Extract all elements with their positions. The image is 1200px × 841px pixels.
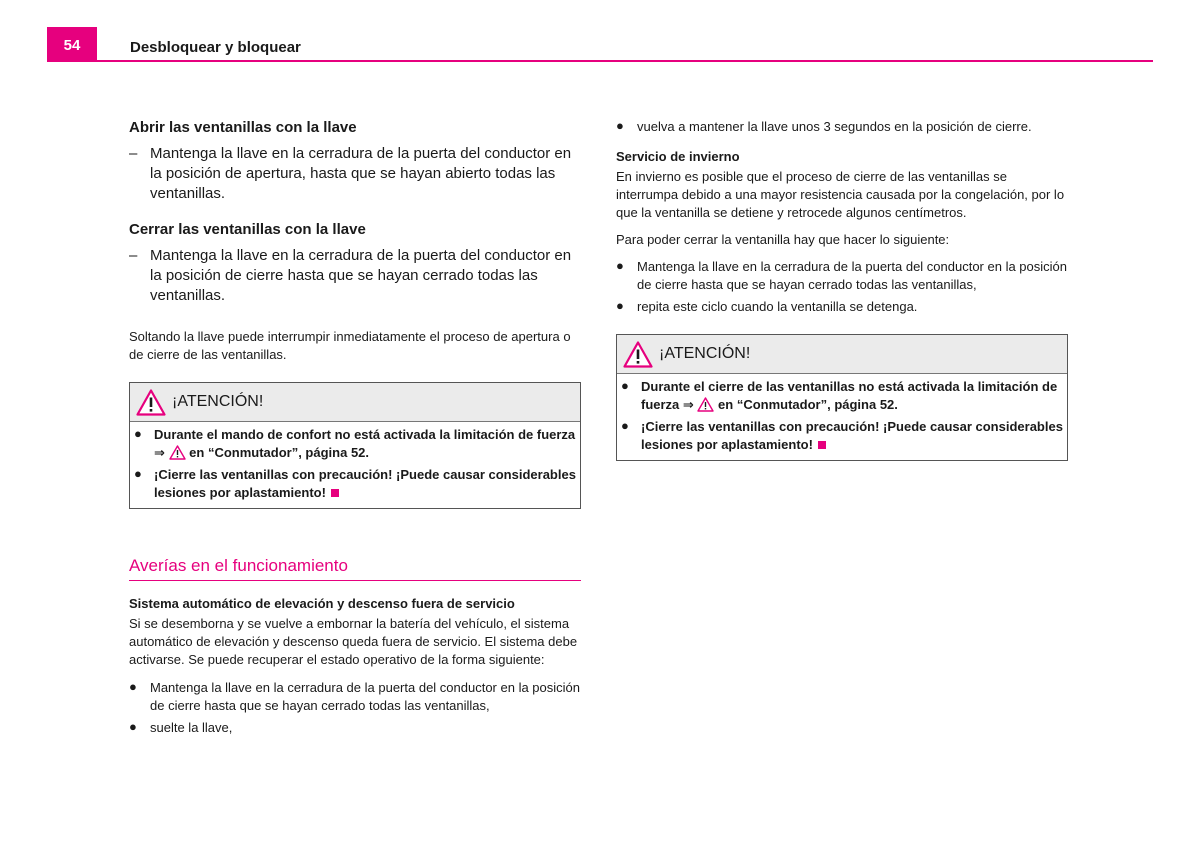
bullet-marker: ● xyxy=(129,719,137,734)
warning-body xyxy=(130,422,580,508)
release-key-note: Soltando la llave puede interrumpir inmediatamente el proceso de apertura o de cierre de las ventanillas. xyxy=(129,329,571,362)
left-column xyxy=(129,118,581,741)
bullet-marker: ● xyxy=(616,298,624,313)
fault-text: Si se desemborna y se vuelve a embornar la batería del vehículo, el sistema automático de elevación y descenso queda fuera de servicio. El sistema debe activarse. Se puede recuperar el estado operativo de la forma siguiente: xyxy=(129,616,578,667)
bullet-marker: ● xyxy=(621,418,629,433)
warning-item xyxy=(134,466,576,502)
open-windows-step-text: Mantenga la llave en la cerradura de la puerta del conductor en la posición de apertura, hasta que se hayan abierto todas las ventanillas. xyxy=(150,145,572,202)
list-item xyxy=(129,719,581,737)
warning-title: ¡ATENCIÓN! xyxy=(659,345,751,362)
bullet-marker: ● xyxy=(129,679,137,694)
winter-text-2: Para poder cerrar la ventanilla hay que hacer lo siguiente: xyxy=(616,232,950,247)
list-item-text: repita este ciclo cuando la ventanilla se detenga. xyxy=(637,299,918,314)
warning-triangle-icon xyxy=(136,389,166,416)
warning-item xyxy=(621,418,1063,454)
close-windows-step xyxy=(129,246,581,306)
right-column xyxy=(616,118,1068,461)
list-item xyxy=(616,298,1068,316)
close-windows-step-text: Mantenga la llave en la cerradura de la puerta del conductor en la posición de cierre hasta que se hayan cerrado todas las ventanillas. xyxy=(150,247,572,304)
warning-title: ¡ATENCIÓN! xyxy=(172,393,264,410)
warning-body xyxy=(617,374,1067,460)
winter-heading: Servicio de invierno xyxy=(616,149,740,164)
warning-item-text: ¡Cierre las ventanillas con precaución! ¡Puede causar considerables lesiones por aplastamiento! xyxy=(154,467,576,500)
close-windows-heading: Cerrar las ventanillas con la llave xyxy=(129,221,366,238)
list-item-text: suelte la llave, xyxy=(150,720,233,735)
warning-item-link: en “Conmutador”, página 52. xyxy=(189,445,370,460)
list-item xyxy=(616,258,1068,294)
warning-header xyxy=(130,383,580,422)
warning-item-text: Durante el mando de confort no está activada la limitación de fuerza ⇒ xyxy=(154,427,576,460)
winter-text: En invierno es posible que el proceso de cierre de las ventanillas se interrumpa debido a una mayor resistencia causada por la congelación, por lo que la ventanilla se detiene y retrocede algunos centímetros. xyxy=(616,169,1065,220)
fault-subheading: Sistema automático de elevación y descenso fuera de servicio xyxy=(129,596,515,611)
bullet-marker: ● xyxy=(616,118,624,133)
list-item xyxy=(616,118,1068,136)
warning-item xyxy=(621,378,1063,414)
warning-triangle-icon xyxy=(169,445,186,460)
warning-header xyxy=(617,335,1067,374)
open-windows-heading: Abrir las ventanillas con la llave xyxy=(129,119,357,136)
list-item-text: Mantenga la llave en la cerradura de la puerta del conductor en la posición de cierre hasta que se hayan cerrado todas las ventanillas, xyxy=(637,259,1067,292)
warning-triangle-icon xyxy=(697,397,714,412)
warning-item-text: Durante el cierre de las ventanillas no está activada la limitación de fuerza ⇒ xyxy=(641,379,1058,412)
bullet-marker: ● xyxy=(621,378,629,393)
list-item-text: vuelva a mantener la llave unos 3 segundos en la posición de cierre. xyxy=(637,119,1032,134)
end-square-icon xyxy=(331,489,339,497)
warning-item-link: en “Conmutador”, página 52. xyxy=(718,397,898,412)
page-header xyxy=(47,27,1153,62)
dash-marker: – xyxy=(129,145,138,162)
warning-item-text: ¡Cierre las ventanillas con precaución! ¡Puede causar considerables lesiones por aplastamiento! xyxy=(641,419,1063,452)
page-title: Desbloquear y bloquear xyxy=(130,39,301,56)
warning-box-left xyxy=(129,382,581,509)
warning-box-right xyxy=(616,334,1068,461)
list-item-text: Mantenga la llave en la cerradura de la puerta del conductor en la posición de cierre hasta que se hayan cerrado todas las ventanillas, xyxy=(150,680,580,713)
bullet-marker: ● xyxy=(134,426,142,441)
list-item xyxy=(129,679,581,715)
dash-marker: – xyxy=(129,247,138,264)
section-title: Averías en el funcionamiento xyxy=(129,555,581,581)
end-square-icon xyxy=(818,441,826,449)
warning-triangle-icon xyxy=(623,341,653,368)
bullet-marker: ● xyxy=(134,466,142,481)
open-windows-step xyxy=(129,144,581,204)
warning-item xyxy=(134,426,576,462)
bullet-marker: ● xyxy=(616,258,624,273)
page-number: 54 xyxy=(47,27,97,60)
